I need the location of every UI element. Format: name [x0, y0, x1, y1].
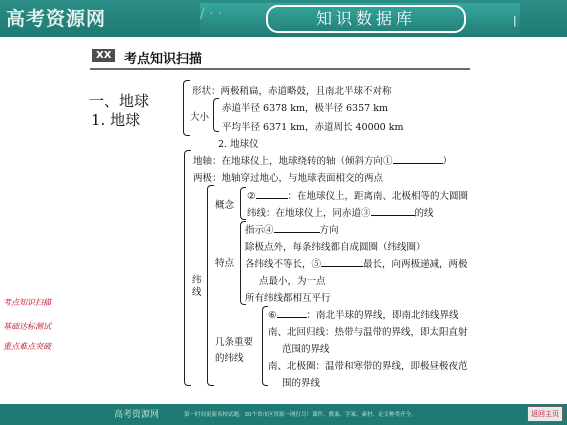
- logo-decoration: / · ·: [200, 6, 223, 22]
- important-label-1: 几条重要: [215, 337, 254, 348]
- imp-polar: 南、北极圈：温带和寒带的界线，即极昼极夜范: [268, 361, 468, 372]
- axis-text: 地轴：在地球仪上，地球绕转的轴（倾斜方向① ）: [193, 156, 453, 167]
- earth-brace: [183, 80, 190, 136]
- imp-tropics: 南、北回归线：热带与温带的界线，即太阳直射: [268, 327, 468, 338]
- footer-text: 第一时间更新名校试题，30个省市区资源一网打尽！课件、教案、学案、素材、论文种类齐全。: [184, 412, 417, 418]
- feature-point: 点最小，为一点: [259, 276, 326, 287]
- size-radius: 赤道半径 6378 km，极半径 6357 km: [222, 103, 388, 114]
- concept-brace: [240, 187, 246, 220]
- blank-2[interactable]: [256, 198, 288, 199]
- weft-label-2: 线: [192, 287, 202, 298]
- footer-logo[interactable]: 高考资源网: [114, 410, 160, 420]
- nav-item-knowledge-scan[interactable]: 考点知识扫描: [3, 298, 51, 307]
- shape-text: 形状：两极稍扁，赤道略鼓，且南北半球不对称: [192, 86, 392, 97]
- size-label: 大小: [190, 112, 210, 123]
- blank-3[interactable]: [371, 215, 415, 216]
- concept-equator: ② ：在地球仪上，距离南、北极相等的大圆圈: [247, 191, 469, 202]
- database-title: 知识数据库: [266, 5, 466, 33]
- important-label-2: 的纬线: [215, 353, 244, 364]
- blank-4[interactable]: [274, 232, 320, 233]
- header-separator: |: [513, 14, 517, 27]
- weft-label-1: 纬: [192, 275, 202, 286]
- weft-brace: [207, 185, 214, 386]
- blank-6[interactable]: [277, 317, 307, 318]
- nav-item-key-points[interactable]: 重点难点突破: [3, 342, 51, 351]
- feature-direction: 指示④ 方向: [245, 225, 339, 236]
- size-average: 平均半径 6371 km，赤道周长 40000 km: [222, 122, 404, 133]
- heading-earth: 一、地球: [89, 92, 150, 110]
- concept-label: 概念: [215, 200, 235, 211]
- blank-1[interactable]: [393, 163, 443, 164]
- concept-latitude: 纬线：在地球仪上，同赤道③ 的线: [247, 208, 434, 219]
- pole-text: 两极：地轴穿过地心，与地球表面相交的两点: [193, 173, 384, 184]
- blank-5[interactable]: [321, 266, 363, 267]
- feature-label: 特点: [215, 258, 235, 269]
- feature-length: 各纬线不等长，⑤ 最长，向两极递减，两极: [245, 259, 468, 270]
- imp-equator: ⑥ ：南北半球的界线，即南北纬线界线: [268, 310, 459, 321]
- imp-tropics-cont: 范围的界线: [282, 344, 330, 355]
- imp-polar-cont: 围的界线: [282, 378, 321, 389]
- nav-item-basic-test[interactable]: 基础达标测试: [3, 322, 51, 331]
- globe-brace: [184, 150, 191, 386]
- feature-parallel: 所有纬线都相互平行: [245, 293, 331, 304]
- site-logo[interactable]: 高考资源网: [6, 8, 107, 30]
- size-brace: [213, 98, 219, 132]
- back-home-button[interactable]: 返回主页: [527, 406, 563, 422]
- section-title: 考点知识扫描: [124, 52, 203, 67]
- subheading-earth: 1. 地球: [91, 111, 141, 129]
- globe-title: 2. 地球仪: [218, 139, 259, 150]
- section-x-icon: XX: [92, 49, 115, 62]
- feature-circle: 除极点外，每条纬线都自成圆圈（纬线圈）: [245, 242, 426, 253]
